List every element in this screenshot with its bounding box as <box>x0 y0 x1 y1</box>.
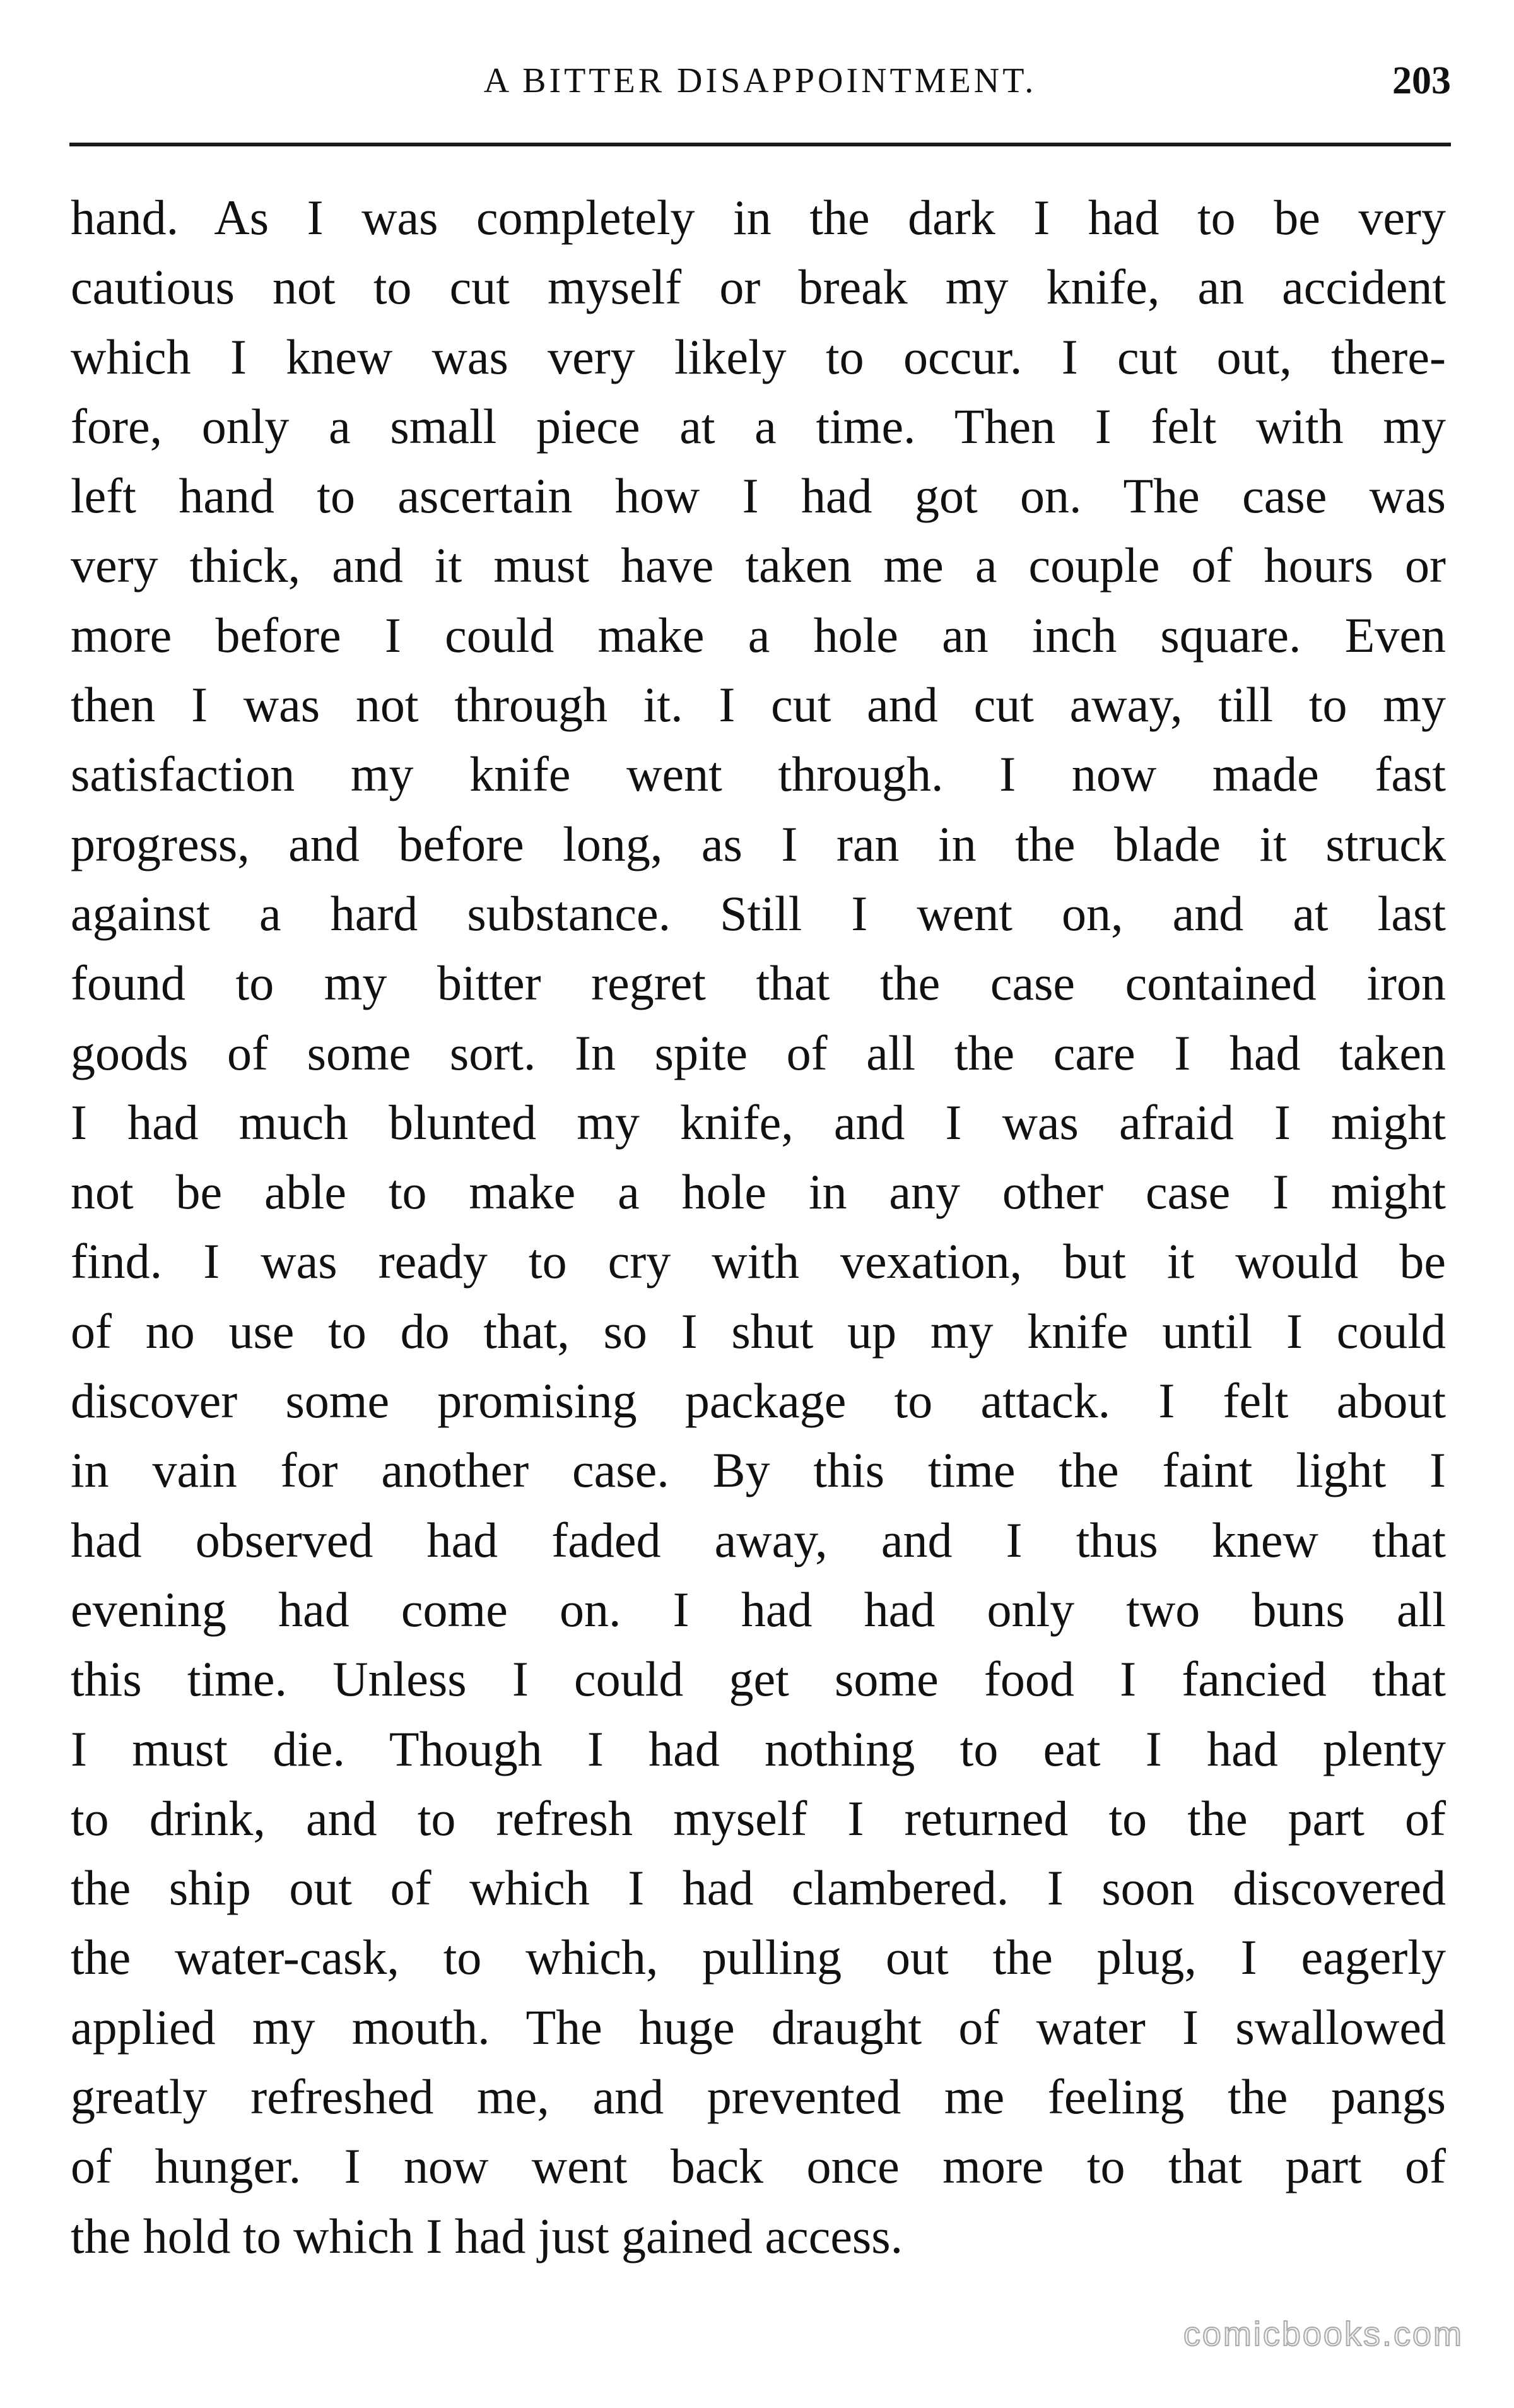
text-line: the ship out of which I had clambered. I soon discovered <box>71 1860 1446 1916</box>
text-line: hand. As I was completely in the dark I had to be very <box>71 190 1446 245</box>
text-line: progress, and before long, as I ran in the blade it struck <box>71 816 1446 871</box>
text-line: discover some promising package to attack. I felt about <box>71 1373 1446 1429</box>
text-line: the water-cask, to which, pulling out the plug, I eagerly <box>71 1930 1446 1985</box>
text-line: not be able to make a hole in any other case I might <box>71 1164 1446 1220</box>
text-line: had observed had faded away, and I thus knew that <box>71 1512 1446 1567</box>
watermark: comicbooks.com <box>1183 2315 1464 2353</box>
text-line: find. I was ready to cry with vexation, but it would be <box>71 1234 1446 1289</box>
text-line: I had much blunted my knife, and I was afraid I might <box>71 1094 1446 1150</box>
page-header <box>69 56 1451 106</box>
text-line: fore, only a small piece at a time. Then I felt with my <box>71 398 1446 454</box>
text-line: of no use to do that, so I shut up my knife until I could <box>71 1303 1446 1359</box>
text-line: against a hard substance. Still I went on, and at last <box>71 885 1446 941</box>
text-line: then I was not through it. I cut and cut away, till to my <box>71 677 1446 733</box>
text-line: cautious not to cut myself or break my knife, an accident <box>71 259 1446 315</box>
header-rule <box>69 143 1451 146</box>
text-line: which I knew was very likely to occur. I cut out, there- <box>71 329 1446 384</box>
text-line: goods of some sort. In spite of all the care I had taken <box>71 1025 1446 1080</box>
text-line: evening had come on. I had had only two buns all <box>71 1581 1446 1637</box>
text-line: more before I could make a hole an inch square. Even <box>71 607 1446 663</box>
text-line: to drink, and to refresh myself I returned to the part of <box>71 1790 1446 1846</box>
text-line: left hand to ascertain how I had got on. The case was <box>71 468 1446 524</box>
text-line: satisfaction my knife went through. I now made fast <box>71 747 1446 802</box>
text-line: greatly refreshed me, and prevented me feeling the pangs <box>71 2069 1446 2125</box>
page-number: 203 <box>1392 59 1451 102</box>
text-line: in vain for another case. By this time the faint light I <box>71 1443 1446 1498</box>
text-line: very thick, and it must have taken me a couple of hours or <box>71 538 1446 593</box>
running-head: A BITTER DISAPPOINTMENT. <box>483 61 1037 100</box>
text-line: applied my mouth. The huge draught of water I swallowed <box>71 1999 1446 2055</box>
text-line: of hunger. I now went back once more to that part of <box>71 2139 1446 2194</box>
text-line: the hold to which I had just gained access. <box>71 2208 903 2263</box>
text-line: found to my bitter regret that the case contained iron <box>71 955 1446 1011</box>
text-line: this time. Unless I could get some food I fancied that <box>71 1651 1446 1707</box>
text-line: I must die. Though I had nothing to eat I had plenty <box>71 1721 1446 1776</box>
body-text <box>71 183 1446 2271</box>
